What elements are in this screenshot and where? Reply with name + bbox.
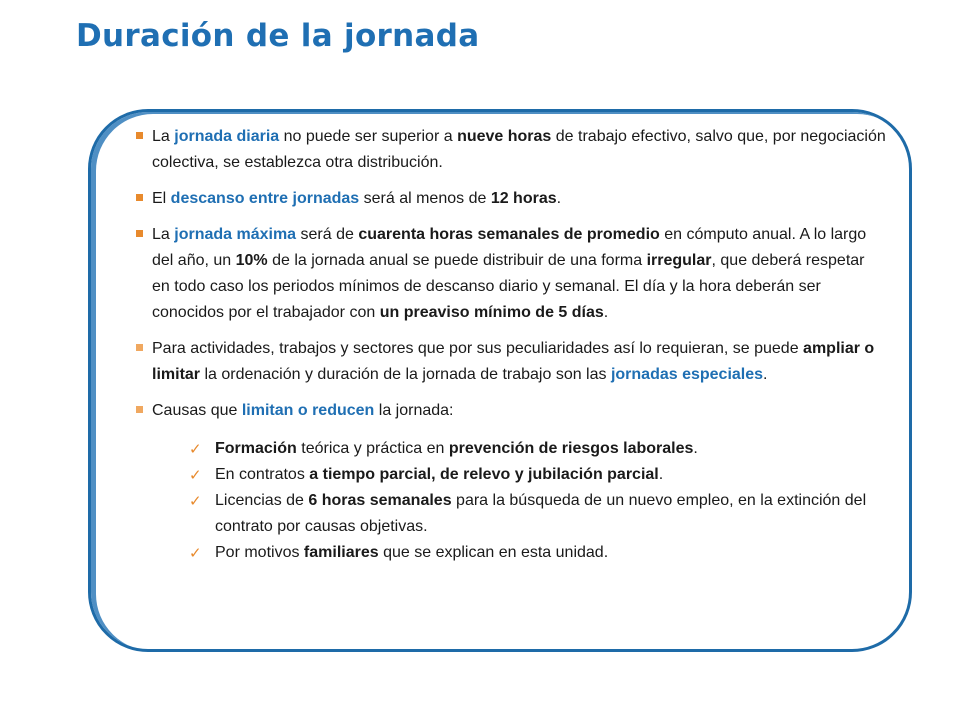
text-segment: teórica y práctica en xyxy=(296,440,449,457)
highlight-text: descanso entre jornadas xyxy=(170,190,360,207)
bullet-item xyxy=(136,222,886,326)
text-segment: para la búsqueda de un nuevo empleo, en la extinción del contrato por causas objetivas. xyxy=(215,492,867,535)
bold-text: nueve horas xyxy=(457,128,552,145)
highlight-text: jornada diaria xyxy=(174,128,280,145)
bold-text: 12 horas xyxy=(490,190,557,207)
check-text xyxy=(215,492,866,535)
bold-text: familiares xyxy=(303,544,379,561)
text-segment: En contratos xyxy=(215,466,310,483)
text-segment: será de xyxy=(296,226,359,243)
text-segment: Causas que xyxy=(152,402,242,419)
bold-text: ampliar o limitar xyxy=(152,340,875,383)
text-segment: la ordenación y duración de la jornada de trabajo son las xyxy=(200,366,611,383)
text-segment: . xyxy=(763,366,768,383)
text-segment: la jornada: xyxy=(374,402,454,419)
text-segment: en cómputo anual. A lo largo del año, un xyxy=(152,226,867,269)
highlight-text: limitan o reducen xyxy=(241,402,375,419)
bullet-item xyxy=(136,186,886,212)
text-segment: de la jornada anual se puede distribuir de una forma xyxy=(267,252,647,269)
bold-text: Formación xyxy=(215,440,297,457)
check-text xyxy=(215,440,698,457)
page-title: Duración de la jornada xyxy=(76,18,480,54)
bullet-list xyxy=(136,124,886,424)
bullet-item xyxy=(136,336,886,388)
bold-text: prevención de riesgos laborales xyxy=(448,440,694,457)
bullet-item xyxy=(136,124,886,176)
checkmark-icon: ✓ xyxy=(189,440,202,458)
bullet-text xyxy=(152,402,453,419)
square-bullet-icon xyxy=(136,230,143,237)
bold-text: irregular xyxy=(646,252,712,269)
text-segment: . xyxy=(658,466,664,483)
bullet-text xyxy=(152,190,561,207)
text-segment: Para actividades, trabajos y sectores que por sus peculiaridades así lo requieran, se puede xyxy=(152,340,804,357)
check-item xyxy=(189,436,886,462)
bold-text: a tiempo parcial, de relevo y jubilación parcial xyxy=(309,466,659,483)
bullet-text xyxy=(152,128,886,171)
highlight-text: jornada máxima xyxy=(174,226,297,243)
check-item xyxy=(189,462,886,488)
check-item xyxy=(189,488,886,540)
check-text xyxy=(215,544,608,561)
text-segment: . xyxy=(556,190,562,207)
bullet-text xyxy=(152,340,874,383)
bullet-text xyxy=(152,226,866,321)
checkmark-icon: ✓ xyxy=(189,492,202,510)
text-segment: Licencias de xyxy=(215,492,309,509)
text-segment: La xyxy=(152,128,175,145)
square-bullet-icon xyxy=(136,344,143,351)
bullet-item xyxy=(136,398,886,424)
content-body xyxy=(136,124,886,566)
text-segment: , que deberá respetar en todo caso los periodos mínimos de descanso diario y semanal. El día y la hora deberán ser conocidos por el trabajador con xyxy=(152,252,865,321)
text-segment: Por motivos xyxy=(215,544,304,561)
text-segment: . xyxy=(693,440,698,457)
checkmark-icon: ✓ xyxy=(189,466,202,484)
bold-text: 10% xyxy=(235,252,268,269)
text-segment: será al menos de xyxy=(359,190,491,207)
bold-text: 6 horas semanales xyxy=(308,492,452,509)
highlight-text: jornadas especiales xyxy=(610,366,764,383)
bold-text: un preaviso mínimo de 5 días xyxy=(379,304,604,321)
square-bullet-icon xyxy=(136,194,143,201)
text-segment: no puede ser superior a xyxy=(279,128,458,145)
square-bullet-icon xyxy=(136,406,143,413)
text-segment: que se explican en esta unidad. xyxy=(378,544,609,561)
text-segment: de trabajo efectivo, salvo que, por negociación colectiva, se establezca otra distribución. xyxy=(152,128,886,171)
text-segment: El xyxy=(152,190,171,207)
text-segment: . xyxy=(603,304,609,321)
checkmark-icon: ✓ xyxy=(189,544,202,562)
square-bullet-icon xyxy=(136,132,143,139)
check-item xyxy=(189,540,886,566)
text-segment: La xyxy=(152,226,175,243)
check-text xyxy=(215,466,663,483)
bold-text: cuarenta horas semanales de promedio xyxy=(358,226,660,243)
check-list xyxy=(136,436,886,566)
